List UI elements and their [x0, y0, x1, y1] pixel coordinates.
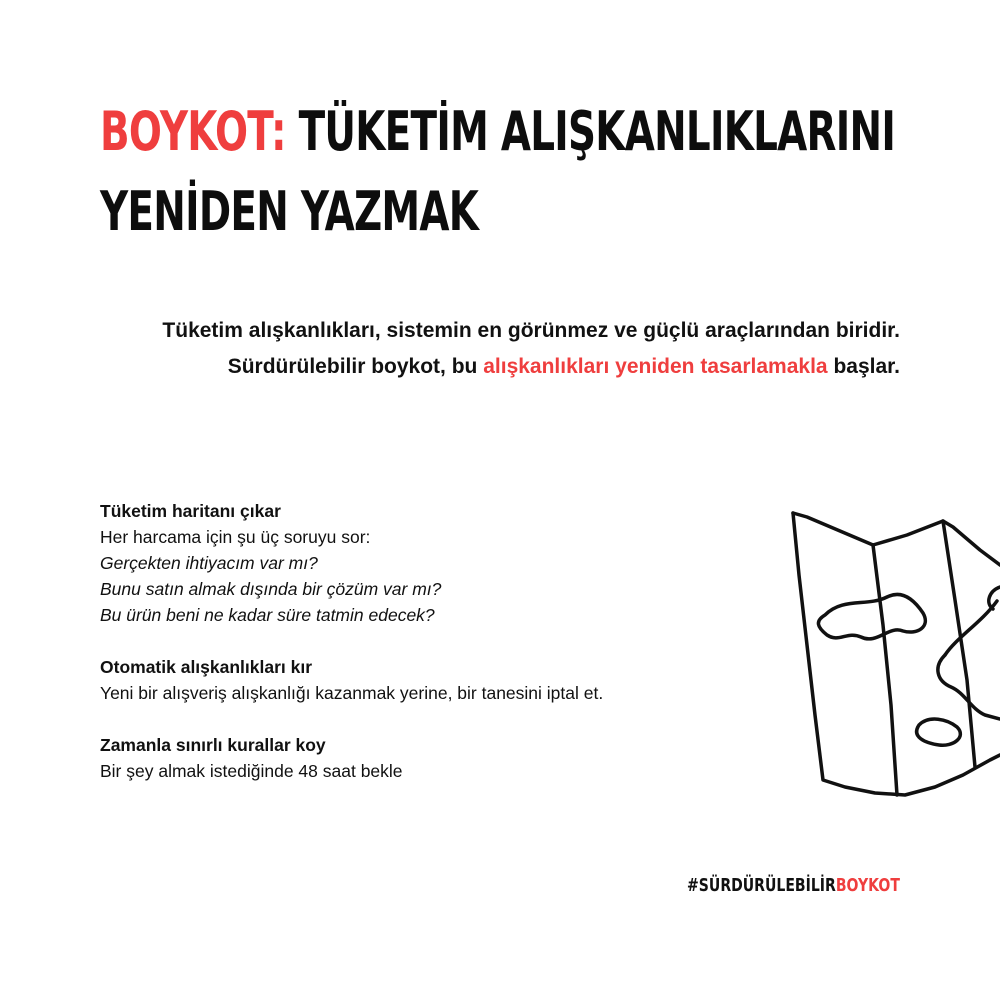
title-line1: TÜKETİM ALIŞKANLIKLARINI: [298, 100, 896, 163]
tip-question: Bunu satın almak dışında bir çözüm var mı?: [100, 579, 442, 599]
tip-heading: Otomatik alışkanlıkları kır: [100, 657, 313, 677]
page-title: [100, 92, 928, 252]
tip-heading: Zamanla sınırlı kurallar koy: [100, 735, 326, 755]
tip-question: Gerçekten ihtiyacım var mı?: [100, 553, 318, 573]
title-line2: YENİDEN YAZMAK: [100, 180, 479, 243]
hashtag-main: #SÜRDÜRÜLEBİLİR: [687, 875, 836, 896]
folded-map-icon: [785, 505, 1000, 805]
tip-heading: Tüketim haritanı çıkar: [100, 501, 281, 521]
title-accent: BOYKOT:: [100, 100, 286, 163]
tip-time-rules: [100, 732, 760, 784]
intro-highlight: alışkanlıkları yeniden tasarlamakla: [483, 355, 828, 378]
intro-paragraph: [120, 313, 900, 385]
intro-text-start: Tüketim alışkanlıkları, sistemin en görünmez ve güçlü araçlarından biridir. Sürdürülebilir boykot, bu: [162, 319, 900, 378]
tip-break-habits: [100, 654, 760, 706]
hashtag-accent: BOYKOT: [835, 875, 900, 896]
tip-text: Yeni bir alışveriş alışkanlığı kazanmak yerine, bir tanesini iptal et.: [100, 683, 604, 703]
tip-consumption-map: [100, 498, 760, 628]
tips-list: [100, 498, 760, 810]
hashtag: [687, 875, 900, 896]
tip-text: Her harcama için şu üç soruyu sor:: [100, 527, 371, 547]
tip-question: Bu ürün beni ne kadar süre tatmin edecek?: [100, 605, 435, 625]
intro-text-end: başlar.: [833, 355, 900, 378]
tip-text: Bir şey almak istediğinde 48 saat bekle: [100, 761, 403, 781]
